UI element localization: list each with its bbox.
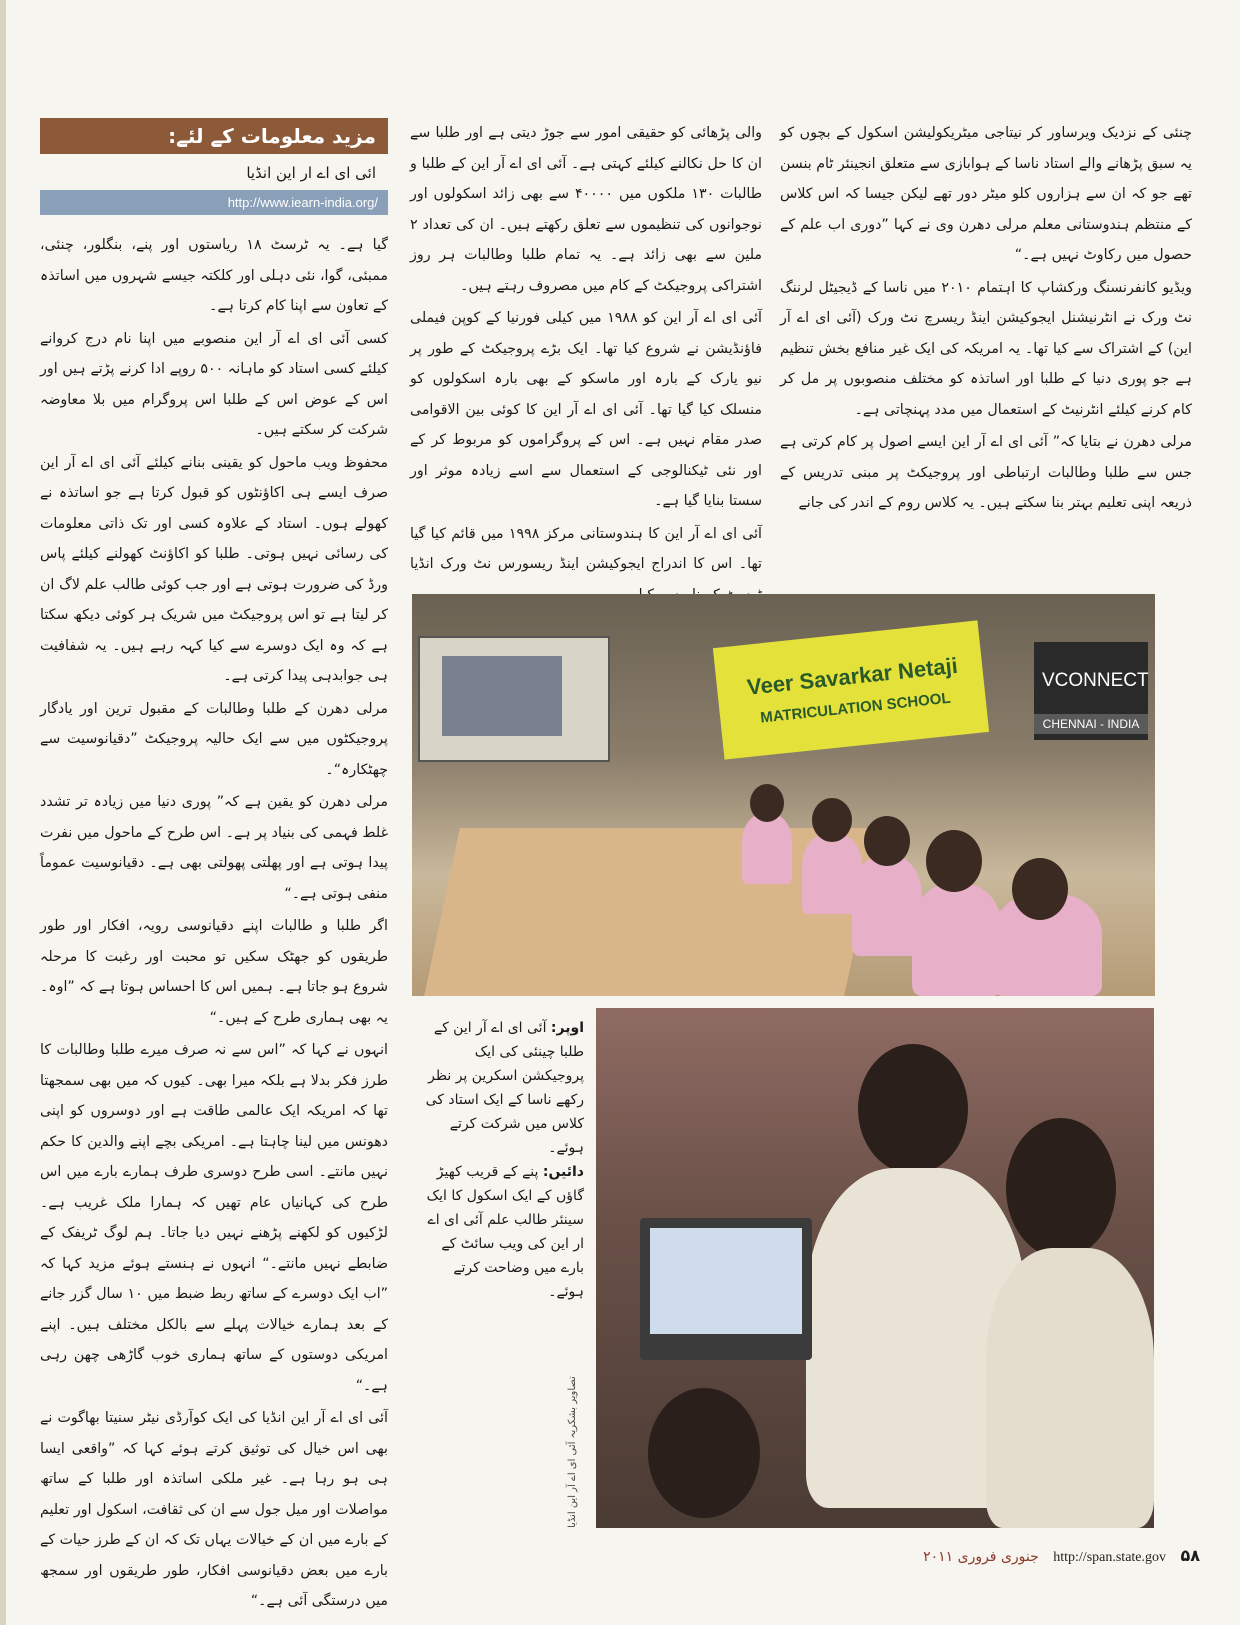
school-banner-sub: MATRICULATION SCHOOL <box>759 689 952 727</box>
classroom-photo <box>412 594 1155 996</box>
more-info-title: مزید معلومات کے لئے: <box>40 118 388 154</box>
school-banner-name: Veer Savarkar Netaji <box>745 652 959 700</box>
article-column-middle <box>410 118 762 612</box>
student-head <box>1012 858 1068 920</box>
website-on-screen <box>650 1228 802 1334</box>
article-column-left <box>40 230 388 1619</box>
article-paragraph: آئی ای اے آر این انڈیا کی ایک کوآرڈی نیٹر سنیتا بھاگوت نے بھی اس خیال کی توثیق کرتے ہوئے کہا کہ ”واقعی ایسا ہی ہو رہا ہے۔ غیر ملکی اساتذہ اور طلبا کے ساتھ مواصلات اور میل جول سے ان کی ثقافت، اسکول اور تعلیم کے بارے میں ان کے خیالات یہاں تک کہ ان کے طرز حیات کے بارے میں بعض دقیانوسی افکار، طور طریقوں اور سمجھ میں درستگی آئی ہے۔“ <box>40 1410 388 1609</box>
photo-caption <box>414 1016 584 1304</box>
article-paragraph: مرلی دھرن نے بتایا کہ” آئی ای اے آر این ایسے اصول پر کام کرتی ہے جس سے طلبا وطالبات ارتباطی اور پروجیکٹ پر مبنی تدریس کے ذریعہ اپنی تعلیم بہتر بنا سکتے ہیں۔ یہ کلاس روم کے اندر کی جانے <box>780 434 1192 511</box>
article-paragraph: چنئی کے نزدیک ویرساور کر نیتاجی میٹریکولیشن اسکول کے بچوں کو یہ سبق پڑھانے والے استاد ناسا کے ہوابازی سے متعلق انجینئر ٹام بنسن تھے جو کہ ان سے ہزاروں کلو میٹر دور تھے لیکن جیسا کہ اس کلاس کے منتظم ہندوستانی معلم مرلی دھرن وی نے کہا ”دوری اب علم کے حصول میں رکاوٹ نہیں ہے۔“ <box>780 125 1192 263</box>
more-info-org: ائی ای اے ار این انڈیا <box>246 164 376 182</box>
vconnect-logo <box>1034 642 1148 740</box>
student-head <box>858 1044 968 1174</box>
student-head <box>750 784 784 822</box>
page-number: ۵۸ <box>1180 1546 1200 1565</box>
caption-above-label: اوپر: <box>550 1020 584 1036</box>
caption-right-text: پنے کے قریب کھیڑ گاؤں کے ایک اسکول کا ایک سینئر طالب علم آئی ای اے ار این کی ویب سائٹ کے بارے میں وضاحت کرتے ہوئے۔ <box>426 1164 584 1300</box>
footer-url[interactable]: http://span.state.gov <box>1053 1550 1167 1565</box>
student-head <box>1006 1118 1116 1258</box>
vconnect-logo-sub: CHENNAI - INDIA <box>1034 714 1148 734</box>
article-paragraph: آئی ای اے آر این کو ۱۹۸۸ میں کیلی فورنیا کے کوپن فیملی فاؤنڈیشن نے شروع کیا تھا۔ ایک بڑے پروجیکٹ کے طور پر نیو یارک کے بارہ اور ماسکو کے بھی بارہ اسکولوں کو منسلک کیا گیا تھا۔ آئی ای اے آر این کا کوئی بین الاقوامی صدر مقام نہیں ہے۔ اس کے پروگراموں کو مربوط کر کے اور نئی ٹیکنالوجی کے استعمال سے اسے زیادہ موثر اور سستا بنایا گیا ہے۔ <box>410 310 762 509</box>
laptop <box>640 1218 812 1360</box>
article-paragraph: مرلی دھرن کو یقین ہے کہ” پوری دنیا میں زیادہ تر تشدد غلط فہمی کی بنیاد پر ہے۔ اس طرح کے ماحول میں نفرت پیدا ہوتی ہے اور پھلتی پھولتی بھی ہے۔ دقیانوسیت عموماً منفی ہوتی ہے۔“ <box>40 794 388 902</box>
article-paragraph: والی پڑھائی کو حقیقی امور سے جوڑ دیتی ہے اور طلبا سے ان کا حل نکالنے کیلئے کہتی ہے۔ آئی ای اے آر این کے طلبا و طالبات ۱۳۰ ملکوں میں ۴۰۰۰۰ سے بھی زائد اسکولوں اور نوجوانوں کی تنظیموں سے تعلق رکھتے ہیں۔ ان کی تعداد ۲ ملین سے بھی زائد ہے۔ یہ تمام طلبا وطالبات ہر روز اشتراکی پروجیکٹ کے کام میں مصروف رہتے ہیں۔ <box>410 125 763 294</box>
student-head <box>926 830 982 892</box>
article-paragraph: مرلی دھرن کے طلبا وطالبات کے مقبول ترین اور یادگار پروجیکٹوں میں سے ایک حالیہ پروجیکٹ ”دقیانوسیت سے چھٹکارہ“۔ <box>40 700 388 778</box>
student-shirt <box>986 1248 1154 1528</box>
school-banner <box>713 620 989 759</box>
more-info-link[interactable]: http://www.iearn-india.org/ <box>40 190 388 215</box>
more-info-box <box>40 118 388 215</box>
vconnect-logo-text: VCONNECT <box>1042 670 1149 691</box>
issue-date: جنوری فروری ۲۰۱۱ <box>923 1549 1039 1565</box>
article-paragraph: گیا ہے۔ یہ ٹرسٹ ۱۸ ریاستوں اور پنے، بنگلور، چنئی، ممبئی، گوا، نئی دہلی اور کلکتہ جیسے شہروں میں اساتذہ کے تعاون سے اپنا کام کرتا ہے۔ <box>40 237 388 314</box>
article-paragraph: محفوظ ویب ماحول کو یقینی بنانے کیلئے آئی ای اے آر این صرف ایسے ہی اکاؤنٹوں کو قبول کرتا ہے جو اساتذہ نے کھولے ہوں۔ استاد کے علاوہ کسی اور تک ذاتی معلومات کی رسائی نہیں ہوتی۔ طلبا کو اکاؤنٹ کھولنے کیلئے پاس ورڈ کی ضرورت ہوتی ہے اور جب کوئی طالب علم لاگ ان کر لیتا ہے تو اس پروجیکٹ میں شریک ہر کوئی دیکھ سکتا ہے کہ وہ ایک دوسرے سے کیا کہہ رہے ہیں۔ یہ شفافیت ہی جوابدہی پیدا کرتی ہے۔ <box>40 454 388 684</box>
student <box>912 884 1002 996</box>
caption-above-text: آئی ای اے آر این کے طلبا چینئی کی ایک پروجیکشن اسکرین پر نظر رکھے ناسا کے ایک استاد کی کلاس میں شرکت کرتے ہوئے۔ <box>425 1020 584 1156</box>
student-laptop-photo <box>596 1008 1154 1528</box>
projection-screen <box>418 636 610 762</box>
student-head <box>864 816 910 866</box>
article-column-right <box>780 118 1192 521</box>
caption-right-label: دائیں: <box>542 1164 584 1180</box>
article-paragraph: اگر طلبا و طالبات اپنے دقیانوسی رویہ، افکار اور طور طریقوں کو جھٹک سکیں تو محبت اور رغبت کا مرحلہ شروع ہو جاتا ہے۔ ہمیں اس کا احساس ہوتا ہے کہ ”اوہ۔ یہ بھی ہماری طرح کے ہیں۔“ <box>40 918 388 1026</box>
student <box>742 814 792 884</box>
article-paragraph: آئی ای اے آر این کا ہندوستانی مرکز ۱۹۹۸ میں قائم کیا گیا تھا۔ اس کا اندراج ایجوکیشن اینڈ ریسورس نٹ ورک انڈیا <box>410 525 763 572</box>
boy-head <box>648 1388 760 1518</box>
article-paragraph: کسی آئی ای اے آر این منصوبے میں اپنا نام درج کروانے کیلئے کسی استاد کو ماہانہ ۵۰۰ روپے ادا کرنے پڑتے ہیں اور اس کے عوض اس کے طلبا اس پروگرام میں بلا معاوضہ شرکت کر سکتے ہیں۔ <box>40 330 388 438</box>
page-binding-edge <box>0 0 6 1625</box>
student-head <box>812 798 852 842</box>
article-paragraph: انہوں نے کہا کہ ”اس سے نہ صرف میرے طلبا وطالبات کا طرز فکر بدلا ہے بلکہ میرا بھی۔ کیوں کہ میں بھی سمجھتا تھا کہ امریکہ ایک عالمی طاقت ہے اور دوسروں کو اپنی دھونس میں لینا چاہتا ہے۔ امریکی بچے اپنے والدین کا حکم نہیں مانتے۔ اسی طرح دوسری طرف ہمارے بارے میں اس طرح کی کہانیاں عام تھیں کہ ہمارا ملک غریب ہے۔ لڑکیوں کو لکھنے پڑھنے نہیں دیا جاتا۔ ہم لوگ ٹریفک کے ضابطے نہیں مانتے۔“ انہوں نے ہنستے ہوئے مزید کہا کہ ”اب ایک دوسرے کے ساتھ ربط ضبط میں ۱۰ سال گزر جانے کے بعد ہمارے خیالات پہلے سے بالکل مختلف ہیں۔ اپنے امریکی دوستوں کے ساتھ ہماری خوب گاڑھی چھن رہی ہے۔“ <box>40 1042 388 1394</box>
projected-video <box>442 656 562 736</box>
photo-credit: تصاویر بشکریہ آئی ای اے آر این انڈیا <box>567 1376 578 1528</box>
article-paragraph: ویڈیو کانفرنسنگ ورکشاپ کا اہتمام ۲۰۱۰ میں ناسا کے ڈیجیٹل لرننگ نٹ ورک نے انٹرنیشنل ایجوکیشن اینڈ ریسرچ نٹ ورک (آئی ای اے آر این) کے اشتراک سے کیا تھا۔ یہ امریکہ کی ایک غیر منافع بخش تنظیم ہے جو پوری دنیا کے طلبا اور اساتذہ کو مختلف منصوبوں پر مل کر کام کرنے کیلئے انٹرنیٹ کے استعمال میں مدد پہنچاتی ہے۔ <box>780 279 1193 418</box>
page-footer <box>840 1546 1200 1570</box>
